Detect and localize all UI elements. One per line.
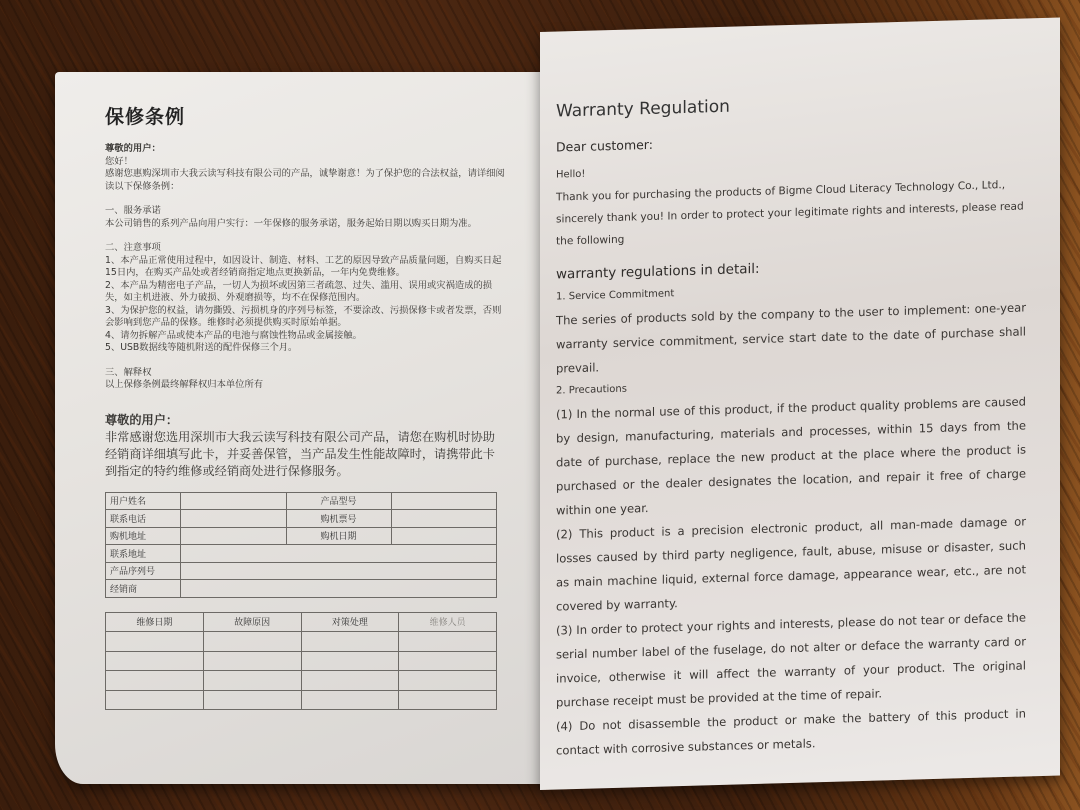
form-field[interactable] xyxy=(181,527,287,545)
section-heading: 二、注意事项 xyxy=(105,242,161,253)
section-heading: 2. Precautions xyxy=(556,383,627,397)
repair-cell[interactable] xyxy=(106,690,204,710)
form-label: 经销商 xyxy=(106,580,181,598)
section-heading: 三、解释权 xyxy=(105,366,152,378)
precaution-item: 4、请勿拆解产品或使本产品的电池与腐蚀性物品或金属接触。 xyxy=(105,329,362,341)
form-label: 购机票号 xyxy=(286,510,391,528)
repair-record-table xyxy=(105,612,497,711)
greeting: 尊敬的用户： xyxy=(105,143,161,154)
form-row xyxy=(106,545,497,563)
hello-text: 您好！ xyxy=(105,155,133,167)
form-label: 购机地址 xyxy=(106,527,181,545)
form-row xyxy=(106,510,497,528)
precaution-item: (4) Do not disassemble the product or make the battery of this product in contact with corrosive substances or metals. xyxy=(556,706,1026,758)
repair-row xyxy=(106,651,497,671)
form-label: 联系电话 xyxy=(106,510,181,528)
repair-row xyxy=(106,632,497,652)
form-row xyxy=(106,492,497,510)
intro-text: 感谢您惠购深圳市大我云读写科技有限公司的产品，诚挚谢意！为了保护您的合法权益，请详细阅读以下保修条例： xyxy=(105,168,505,192)
form-label: 联系地址 xyxy=(106,545,181,563)
repair-cell[interactable] xyxy=(399,671,497,691)
repair-cell[interactable] xyxy=(399,690,497,710)
precaution-item: 3、为保护您的权益，请勿撕毁、污损机身的序列号标签，不要涂改、污损保修卡或者发票，否则会影响到您产品的保修。维修时必须提供购买时原始单据。 xyxy=(105,304,502,328)
card-greeting: 尊敬的用户： xyxy=(105,412,179,427)
precaution-item: 2、本产品为精密电子产品，一切人为损坏或因第三者疏忽、过失、滥用、误用或灾祸造成的损失，如主机进液、外力破损、外观磨损等，均不在保修范围内。 xyxy=(105,279,493,303)
form-row xyxy=(106,562,497,580)
section-text: 本公司销售的系列产品向用户实行：一年保修的服务承诺，服务起始日期以购买日期为准。 xyxy=(105,217,477,229)
repair-cell[interactable] xyxy=(203,632,301,652)
detail-heading: warranty regulations in detail: xyxy=(556,260,760,283)
section-heading: 1. Service Commitment xyxy=(556,288,675,303)
repair-cell[interactable] xyxy=(203,671,301,691)
page-title: 保修条例 xyxy=(105,106,186,128)
repair-cell[interactable] xyxy=(301,632,399,652)
column-header: 对策处理 xyxy=(301,612,399,632)
form-field[interactable] xyxy=(181,545,497,563)
precaution-item: 1、本产品正常使用过程中，如因设计、制造、材料、工艺的原因导致产品质量问题，自购买日起15日内，在购买产品处或者经销商指定地点更换新品，一年内免费维修。 xyxy=(105,254,502,278)
section-heading: 一、服务承诺 xyxy=(105,205,161,216)
repair-cell[interactable] xyxy=(301,690,399,710)
english-warranty-page xyxy=(540,17,1060,790)
precaution-item: 5、USB数据线等随机附送的配件保修三个月。 xyxy=(105,342,298,353)
precaution-item: (1) In the normal use of this product, if the product quality problems are caused by design, manufacturing, materials and processes, within 15 days from the date of purchase, replace the new product at the place where the product is purchased or the dealer designates the location, and repair it free of charge within one year. xyxy=(556,394,1026,518)
form-row xyxy=(106,580,497,598)
repair-cell[interactable] xyxy=(106,632,204,652)
section-text: The series of products sold by the company to the user to implement: one-year warranty service commitment, service start date to the date of purchase shall prevail. xyxy=(556,300,1026,376)
repair-row xyxy=(106,671,497,691)
intro-text: Thank you for purchasing the products of Bigme Cloud Literacy Technology Co., Ltd., sincerely thank you! In order to protect your legitimate rights and interests, please read the following xyxy=(556,179,1024,248)
repair-cell[interactable] xyxy=(106,651,204,671)
repair-header-row xyxy=(106,612,497,632)
form-label: 产品型号 xyxy=(286,492,391,510)
form-field[interactable] xyxy=(391,492,497,510)
form-label: 产品序列号 xyxy=(106,562,181,580)
repair-row xyxy=(106,690,497,710)
precaution-item: (2) This product is a precision electronic product, all man-made damage or losses caused by third party negligence, fault, abuse, misuse or disaster, such as main machine liquid, external force damage, appearance wear, etc., are not covered by warranty. xyxy=(556,514,1026,614)
repair-cell[interactable] xyxy=(399,632,497,652)
form-field[interactable] xyxy=(181,580,497,598)
repair-cell[interactable] xyxy=(301,671,399,691)
section-text: 以上保修条例最终解释权归本单位所有 xyxy=(105,379,264,390)
repair-cell[interactable] xyxy=(399,651,497,671)
form-field[interactable] xyxy=(181,562,497,580)
card-intro: 非常感谢您选用深圳市大我云读写科技有限公司产品，请您在购机时协助经销商详细填写此卡，并妥善保管，当产品发生性能故障时，请携带此卡到指定的特约维修或经销商处进行保修服务。 xyxy=(105,429,495,478)
column-header: 维修日期 xyxy=(106,612,204,632)
chinese-warranty-page xyxy=(55,72,543,784)
repair-cell[interactable] xyxy=(106,671,204,691)
form-field[interactable] xyxy=(391,527,497,545)
hello-text: Hello! xyxy=(556,168,586,181)
column-header: 故障原因 xyxy=(203,612,301,632)
form-field[interactable] xyxy=(181,492,287,510)
page-title: Warranty Regulation xyxy=(556,96,730,122)
repair-cell[interactable] xyxy=(203,690,301,710)
greeting: Dear customer: xyxy=(556,136,653,155)
column-header: 维修人员 xyxy=(399,612,497,632)
precaution-item: (3) In order to protect your rights and interests, please do not tear or deface the serial number label of the fuselage, do not alter or deface the warranty card or invoice, otherwise it will affect the warranty of your product. The original purchase receipt must be provided at the time of repair. xyxy=(556,610,1026,710)
form-field[interactable] xyxy=(391,510,497,528)
form-row xyxy=(106,527,497,545)
repair-cell[interactable] xyxy=(301,651,399,671)
form-label: 购机日期 xyxy=(286,527,391,545)
repair-cell[interactable] xyxy=(203,651,301,671)
form-field[interactable] xyxy=(181,510,287,528)
form-label: 用户姓名 xyxy=(106,492,181,510)
customer-info-form xyxy=(105,492,497,598)
